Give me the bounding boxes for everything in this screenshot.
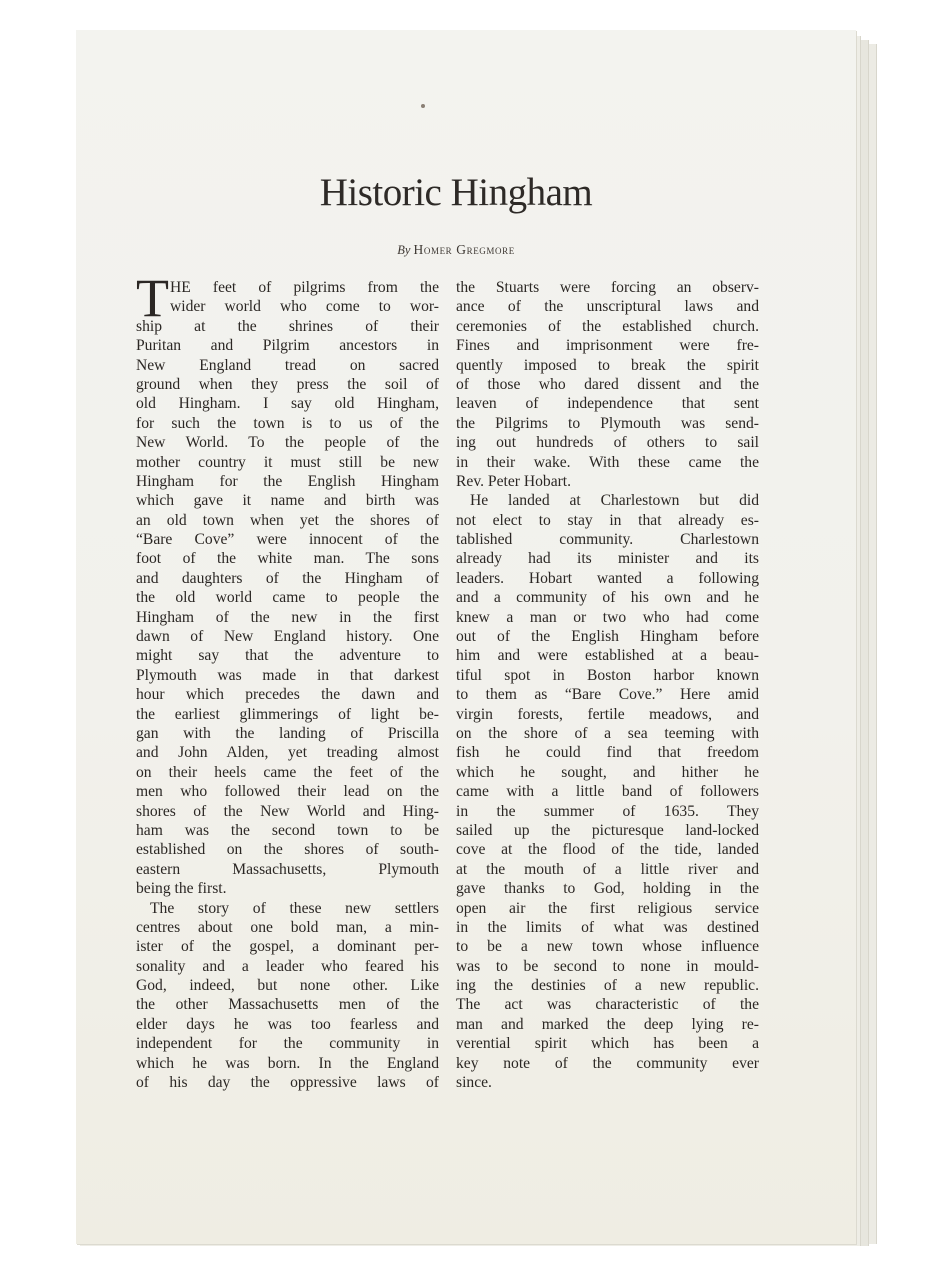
text-line: men who followed their lead on the xyxy=(136,783,439,801)
text-line: leaders. Hobart wanted a following xyxy=(456,569,759,587)
text-line: HE feet of pilgrims from the xyxy=(170,279,439,296)
text-line: the Stuarts were forcing an observ- xyxy=(456,279,759,296)
text-line: knew a man or two who had come xyxy=(456,608,759,626)
text-line: might say that the adventure to xyxy=(136,647,439,665)
author-name: Homer Gregmore xyxy=(413,242,515,257)
text-line: Hingham of the new in the first xyxy=(136,608,439,626)
text-line: tiful spot in Boston harbor known xyxy=(456,666,759,684)
text-line: fish he could find that freedom xyxy=(456,744,759,762)
text-line: gave thanks to God, holding in the xyxy=(456,880,759,898)
text-line: to them as “Bare Cove.” Here amid xyxy=(456,686,759,704)
text-line: ance of the unscriptural laws and xyxy=(456,298,759,316)
text-line: gan with the landing of Priscilla xyxy=(136,724,439,742)
text-line: sonality and a leader who feared his xyxy=(136,957,439,975)
text-line: in the limits of what was destined xyxy=(456,918,759,936)
text-line: man and marked the deep lying re- xyxy=(456,1015,759,1033)
text-line: ister of the gospel, a dominant per- xyxy=(136,938,439,956)
text-line: already had its minister and its xyxy=(456,550,759,568)
text-line: to be a new town whose influence xyxy=(456,938,759,956)
text-line: God, indeed, but none other. Like xyxy=(136,977,439,995)
text-line: wider world who come to wor- xyxy=(170,298,439,316)
text-line: virgin forests, fertile meadows, and xyxy=(456,705,759,723)
byline xyxy=(76,242,836,258)
text-line: an old town when yet the shores of xyxy=(136,511,439,529)
text-line: on their heels came the feet of the xyxy=(136,763,439,781)
text-line: Hingham for the English Hingham xyxy=(136,472,439,490)
text-line: Rev. Peter Hobart. xyxy=(456,472,572,490)
article-title: Historic Hingham xyxy=(319,171,593,214)
text-line: ground when they press the soil of xyxy=(136,375,439,393)
text-line: centres about one bold man, a min- xyxy=(136,918,439,936)
text-line: ham was the second town to be xyxy=(136,821,439,839)
text-line: and daughters of the Hingham of xyxy=(136,569,439,587)
text-line: The story of these new settlers xyxy=(150,899,439,917)
text-line: ceremonies of the established church. xyxy=(456,317,759,335)
text-line: dawn of New England history. One xyxy=(136,628,439,646)
text-line: not elect to stay in that already es- xyxy=(456,511,759,529)
text-line: New England tread on sacred xyxy=(136,356,439,374)
text-line: Puritan and Pilgrim ancestors in xyxy=(136,337,439,355)
text-line: mother country it must still be new xyxy=(136,453,439,471)
ink-speck xyxy=(421,104,425,108)
text-line: being the first. xyxy=(136,880,227,898)
text-line: open air the first religious service xyxy=(456,899,759,917)
text-line: old Hingham. I say old Hingham, xyxy=(136,395,439,413)
left-column xyxy=(136,268,439,1092)
text-line: the earliest glimmerings of light be- xyxy=(136,705,439,723)
text-line: eastern Massachusetts, Plymouth xyxy=(136,860,439,878)
text-line: and a community of his own and he xyxy=(456,589,759,607)
text-line: verential spirit which has been a xyxy=(456,1035,759,1053)
text-line: shores of the New World and Hing- xyxy=(136,802,439,820)
text-line: He landed at Charlestown but did xyxy=(470,492,759,510)
article-page xyxy=(76,30,856,1244)
text-line: established on the shores of south- xyxy=(136,841,439,859)
text-line: Fines and imprisonment were fre- xyxy=(456,337,759,355)
text-line: hour which precedes the dawn and xyxy=(136,686,439,704)
text-line: was to be second to none in mould- xyxy=(456,957,759,975)
text-line: in the summer of 1635. They xyxy=(456,802,759,820)
text-line: which he sought, and hither he xyxy=(456,763,759,781)
text-line: elder days he was too fearless and xyxy=(136,1015,439,1033)
byline-prefix: By xyxy=(397,243,411,257)
text-line: at the mouth of a little river and xyxy=(456,860,759,878)
text-line: on the shore of a sea teeming with xyxy=(456,724,759,742)
text-line: the old world came to people the xyxy=(136,589,439,607)
drop-cap: T xyxy=(136,268,169,328)
text-line: “Bare Cove” were innocent of the xyxy=(136,531,439,549)
text-line: leaven of independence that sent xyxy=(456,395,759,413)
text-line: The act was characteristic of the xyxy=(456,996,759,1014)
text-line: of his day the oppressive laws of xyxy=(136,1074,439,1092)
text-line: foot of the white man. The sons xyxy=(136,550,439,568)
text-line: since. xyxy=(456,1074,492,1092)
text-line: Plymouth was made in that darkest xyxy=(136,666,439,684)
text-line: out of the English Hingham before xyxy=(456,628,759,646)
text-line: New World. To the people of the xyxy=(136,434,439,452)
text-line: ing out hundreds of others to sail xyxy=(456,434,759,452)
text-line: of those who dared dissent and the xyxy=(456,375,759,393)
text-line: tablished community. Charlestown xyxy=(456,531,759,549)
text-line: ing the destinies of a new republic. xyxy=(456,977,759,995)
text-line: sailed up the picturesque land-locked xyxy=(456,821,759,839)
text-line: the other Massachusetts men of the xyxy=(136,996,439,1014)
right-column xyxy=(456,278,759,1092)
text-line: ship at the shrines of their xyxy=(136,317,439,335)
text-line: which he was born. In the England xyxy=(136,1054,439,1072)
text-line: for such the town is to us of the xyxy=(136,414,439,432)
text-line: and John Alden, yet treading almost xyxy=(136,744,439,762)
text-line: the Pilgrims to Plymouth was send- xyxy=(456,414,759,432)
text-line: independent for the community in xyxy=(136,1035,439,1053)
text-line: him and were established at a beau- xyxy=(456,647,759,665)
text-line: in their wake. With these came the xyxy=(456,453,759,471)
text-line: cove at the flood of the tide, landed xyxy=(456,841,759,859)
text-line: key note of the community ever xyxy=(456,1054,759,1072)
text-line: quently imposed to break the spirit xyxy=(456,356,759,374)
text-line: which gave it name and birth was xyxy=(136,492,439,510)
text-line: came with a little band of followers xyxy=(456,783,759,801)
